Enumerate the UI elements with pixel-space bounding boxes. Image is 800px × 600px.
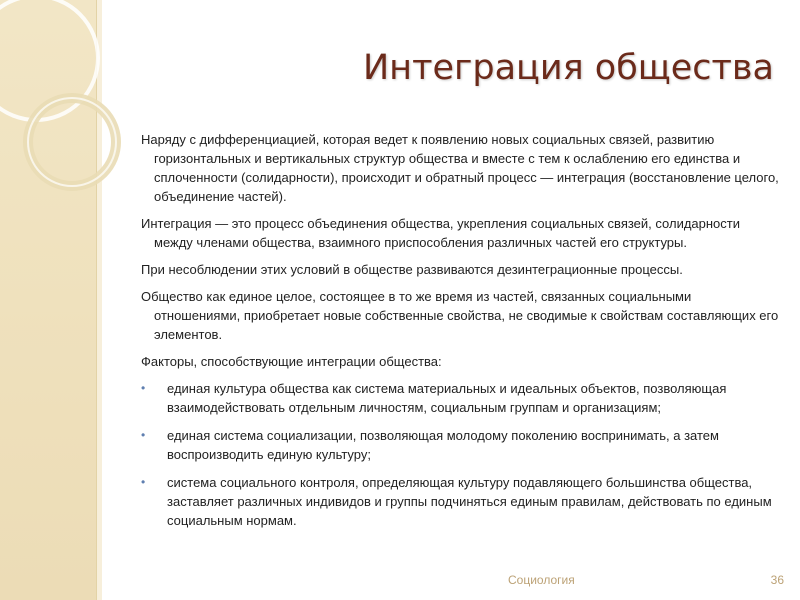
paragraph-society-whole: Общество как единое целое, состоящее в то же время из частей, связанных социальными отношениями, приобретает новые собственные свойства, не сводимые к свойствам составляющих его элементов. bbox=[141, 289, 779, 342]
bullet-icon: • bbox=[141, 428, 146, 442]
decorative-rings bbox=[0, 0, 140, 260]
paragraph-differentiation: Наряду с дифференциацией, которая ведет к появлению новых социальных связей, развитию горизонтальных и вертикальных структур общества и вместе с тем к ослаблению его единства и сплоченности (солидарности), происходит и обратный процесс — интеграция (восстановление целого, объединение частей). bbox=[141, 132, 779, 204]
paragraph-integration-definition: Интеграция — это процесс объединения общества, укрепления социальных связей, солидарности между членами общества, взаимного приспособления различных частей его структуры. bbox=[141, 216, 740, 250]
decorative-ring-small-inner bbox=[28, 98, 116, 186]
slide-title: Интеграция общества bbox=[363, 48, 774, 88]
factors-list bbox=[141, 379, 779, 530]
bullet-icon: • bbox=[141, 381, 146, 395]
slide-content bbox=[141, 130, 779, 539]
list-item-text: система социального контроля, определяющая культуру подавляющего большинства общества, заставляет различных индивидов и группы подчиняться единым правилам, действовать по единым социальным нормам. bbox=[167, 475, 772, 528]
paragraph-disintegration: При несоблюдении этих условий в обществе развиваются дезинтеграционные процессы. bbox=[141, 262, 683, 277]
list-item bbox=[141, 426, 779, 464]
list-item bbox=[141, 379, 779, 417]
list-item-text: единая культура общества как система материальных и идеальных объектов, позволяющая взаимодействовать отдельным личностям, социальным группам и организациям; bbox=[167, 381, 727, 415]
paragraph-factors-heading: Факторы, способствующие интеграции общества: bbox=[141, 354, 442, 369]
footer-page-number: 36 bbox=[770, 573, 784, 587]
bullet-icon: • bbox=[141, 475, 146, 489]
list-item bbox=[141, 473, 779, 530]
list-item-text: единая система социализации, позволяющая молодому поколению воспринимать, а затем воспроизводить единую культуру; bbox=[167, 428, 719, 462]
footer-course-name: Социология bbox=[508, 573, 575, 587]
